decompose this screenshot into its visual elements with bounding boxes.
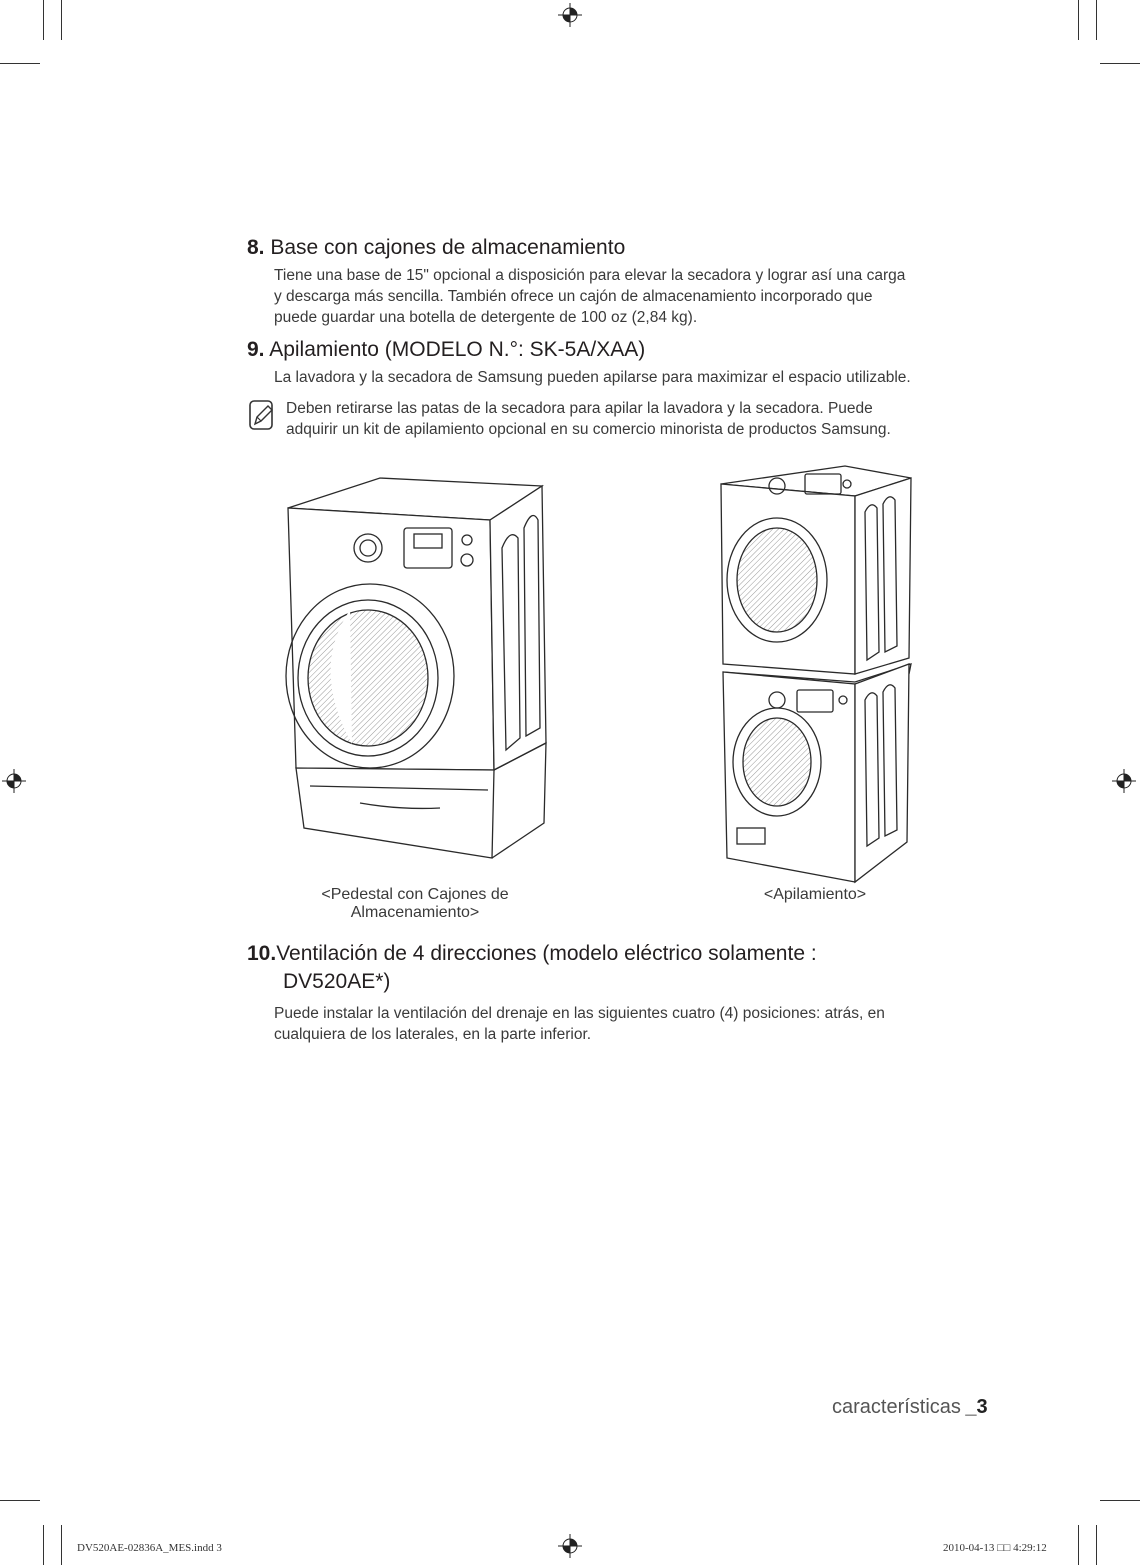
page-footer [832, 1396, 988, 1419]
section-8-heading [247, 236, 625, 260]
slug-left: DV520AE-02836A_MES.indd 3 [77, 1542, 222, 1554]
crop-mark [1078, 0, 1079, 40]
registration-mark-icon [2, 769, 26, 793]
figure-caption-right: <Apilamiento> [763, 886, 867, 903]
section-10-body [274, 1003, 885, 1045]
registration-mark-icon [1112, 769, 1136, 793]
crop-mark [61, 1525, 62, 1565]
section-8-body [274, 265, 905, 328]
caption-line: <Pedestal con Cajones de [321, 886, 509, 903]
section-number: 9. [247, 338, 265, 361]
note-text [286, 398, 891, 440]
section-number: 8. [247, 236, 265, 259]
figure-caption-left [300, 886, 530, 922]
body-line: La lavadora y la secadora de Samsung pueden apilarse para maximizar el espacio utilizable. [274, 369, 911, 386]
page-number: _3 [965, 1396, 988, 1418]
registration-mark-icon [558, 1534, 582, 1558]
body-line: puede guardar una botella de detergente de 100 oz (2,84 kg). [274, 309, 698, 326]
section-number: 10. [247, 942, 277, 965]
section-10-heading [247, 942, 817, 966]
slug-right: 2010-04-13 □□ 4:29:12 [943, 1542, 1047, 1554]
stacked-washer-dryer-illustration [715, 462, 915, 887]
note-line: Deben retirarse las patas de la secadora para apilar la lavadora y la secadora. Puede [286, 400, 873, 417]
body-line: y descarga más sencilla. También ofrece un cajón de almacenamiento incorporado que [274, 288, 873, 305]
crop-mark [1100, 63, 1140, 64]
dryer-pedestal-illustration [270, 468, 560, 878]
crop-mark [1096, 1525, 1097, 1565]
note-pencil-icon [247, 398, 277, 434]
body-line: Tiene una base de 15" opcional a disposición para elevar la secadora y lograr así una carga [274, 267, 906, 284]
crop-mark [0, 63, 40, 64]
body-line: cualquiera de los laterales, en la parte inferior. [274, 1026, 592, 1043]
crop-mark [1096, 0, 1097, 40]
crop-mark [43, 1525, 44, 1565]
note-line: adquirir un kit de apilamiento opcional en su comercio minorista de productos Samsung. [286, 421, 891, 438]
section-9-heading [247, 338, 645, 362]
crop-mark [1100, 1500, 1140, 1501]
section-title-line-2: DV520AE*) [283, 970, 391, 993]
section-title-line-1: Ventilación de 4 direcciones (modelo eléctrico solamente : [276, 942, 817, 965]
registration-mark-icon [558, 3, 582, 27]
caption-line: Almacenamiento> [350, 904, 480, 921]
crop-mark [61, 0, 62, 40]
section-title: Apilamiento (MODELO N.°: SK-5A/XAA) [269, 338, 646, 361]
crop-mark [1078, 1525, 1079, 1565]
footer-section-word: características [832, 1396, 961, 1418]
crop-mark [0, 1500, 40, 1501]
crop-mark [43, 0, 44, 40]
body-line: Puede instalar la ventilación del drenaje en las siguientes cuatro (4) posiciones: atrás, en [274, 1005, 885, 1022]
section-9-body [274, 367, 911, 388]
section-title: Base con cajones de almacenamiento [270, 236, 626, 259]
